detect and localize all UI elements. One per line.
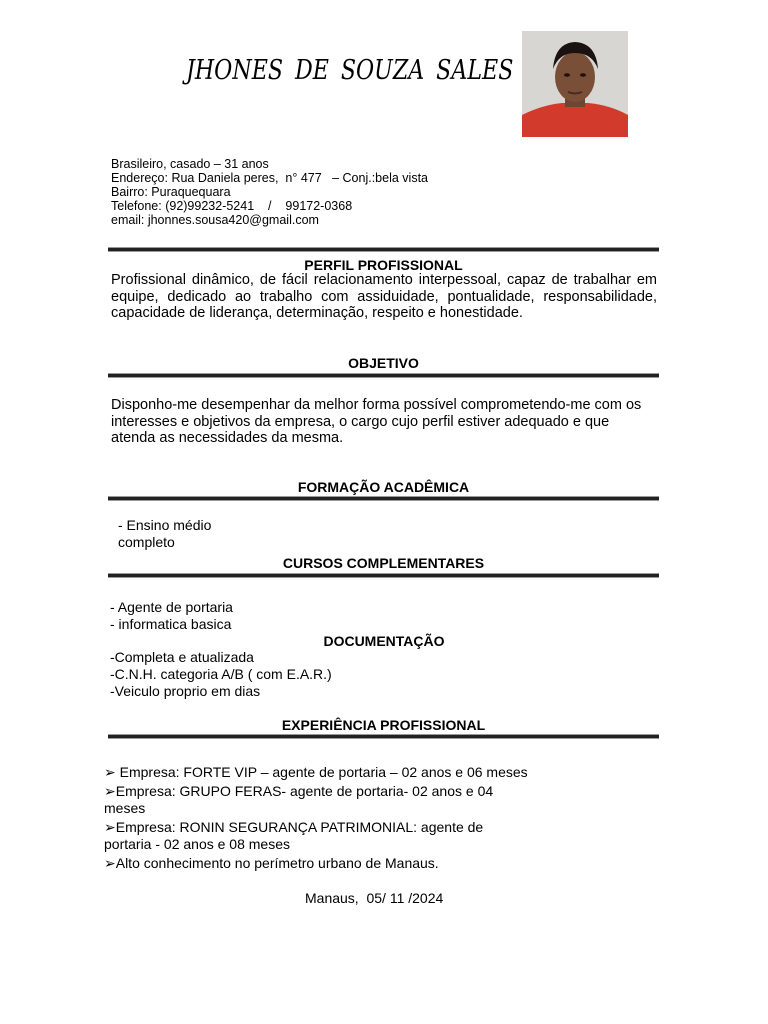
cursos-list	[110, 599, 233, 633]
section-title-perfil: PERFIL PROFISSIONAL	[304, 257, 463, 273]
list-item: -Completa e atualizada	[110, 649, 254, 665]
section-divider	[108, 734, 659, 739]
section-title-objetivo: OBJETIVO	[348, 355, 419, 371]
list-item	[104, 783, 528, 817]
perfil-text: Profissional dinâmico, de fácil relacionamento interpessoal, capaz de trabalhar em equipe, dedicado ao trabalho com assiduidade, pontualidade, responsabilidade, capacidade de liderança, determinação, respeito e honestidade.	[111, 272, 657, 321]
section-divider	[108, 573, 659, 578]
formacao-list	[118, 517, 211, 551]
contact-line: Bairro: Puraquequara	[111, 185, 231, 199]
list-item: -C.N.H. categoria A/B ( com E.A.R.)	[110, 666, 332, 682]
contact-line: Endereço: Rua Daniela peres, n° 477 – Conj.:bela vista	[111, 171, 428, 185]
contact-info	[111, 157, 428, 227]
section-divider	[108, 247, 659, 252]
section-title-formacao: FORMAÇÃO ACADÊMICA	[297, 479, 470, 495]
list-item-line: ➢Empresa: RONIN SEGURANÇA PATRIMONIAL: agente de	[104, 819, 484, 835]
experiencia-list	[104, 764, 528, 874]
list-item-line: ➢Alto conhecimento no perímetro urbano de Manaus.	[104, 855, 439, 871]
objetivo-text: Disponho-me desempenhar da melhor forma possível comprometendo-me com os interesses e objetivos da empresa, o cargo cujo perfil estiver adequado e que atenda as necessidades da mesma.	[111, 397, 642, 446]
list-item-line: portaria - 02 anos e 08 meses	[104, 836, 290, 852]
list-item	[104, 855, 528, 872]
candidate-name: JHONES DE SOUZA SALES	[186, 55, 514, 86]
list-item	[104, 764, 528, 781]
document-date: Manaus, 05/ 11 /2024	[305, 890, 444, 906]
section-divider	[108, 496, 659, 501]
list-item	[104, 819, 528, 853]
list-item: - informatica basica	[110, 616, 232, 632]
section-title-documentacao: DOCUMENTAÇÃO	[323, 633, 445, 649]
section-divider	[108, 373, 659, 378]
list-item: - Agente de portaria	[110, 599, 233, 615]
list-item: completo	[118, 534, 175, 550]
section-title-cursos: CURSOS COMPLEMENTARES	[282, 555, 485, 571]
contact-line: Brasileiro, casado – 31 anos	[111, 157, 269, 171]
profile-photo	[522, 31, 628, 137]
documentacao-list	[110, 649, 332, 700]
contact-line: email: jhonnes.sousa420@gmail.com	[111, 213, 319, 227]
contact-line: Telefone: (92)99232-5241 / 99172-0368	[111, 199, 353, 213]
list-item-line: meses	[104, 800, 146, 816]
list-item-line: ➢ Empresa: FORTE VIP – agente de portaria – 02 anos e 06 meses	[104, 764, 528, 780]
list-item-line: ➢Empresa: GRUPO FERAS- agente de portaria- 02 anos e 04	[104, 783, 494, 799]
list-item: - Ensino médio	[118, 517, 212, 533]
list-item: -Veiculo proprio em dias	[110, 683, 261, 699]
section-title-experiencia: EXPERIÊNCIA PROFISSIONAL	[281, 717, 486, 733]
